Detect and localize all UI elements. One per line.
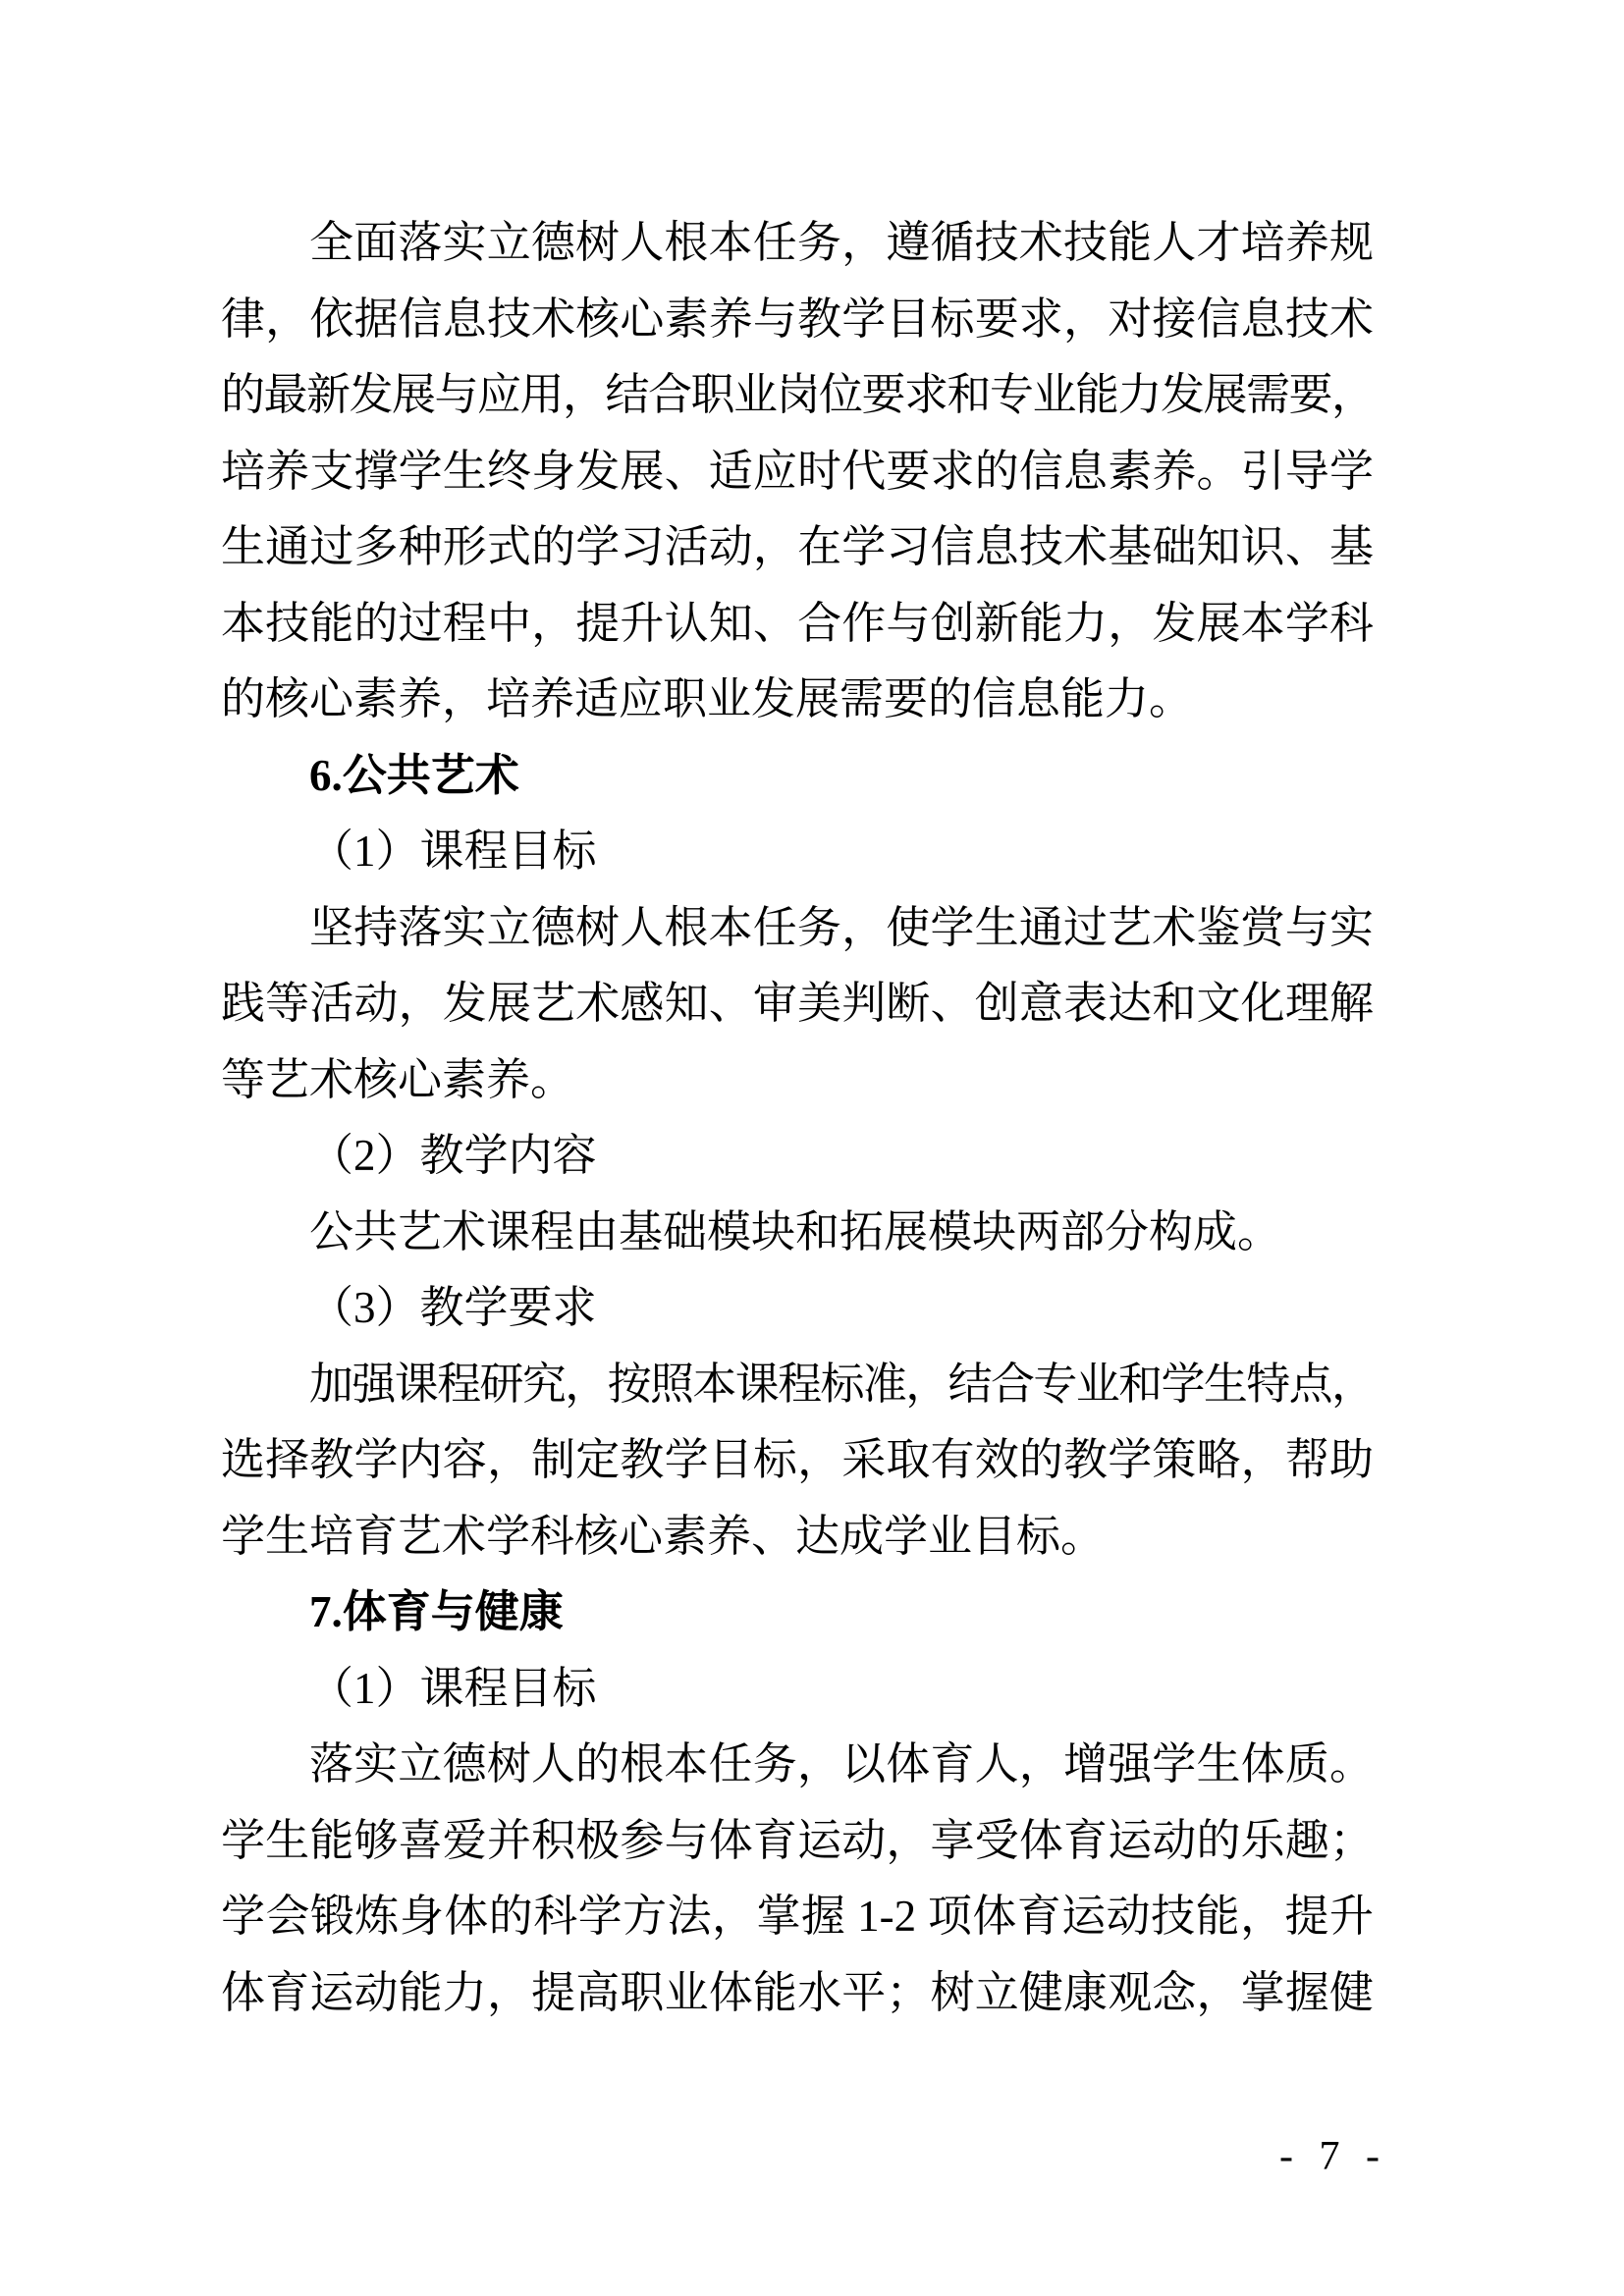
section-heading-public-art: 6.公共艺术 (309, 750, 519, 800)
subsection-heading-course-objectives-pe: （1）课程目标 (309, 1663, 597, 1713)
paragraph-line: 等艺术核心素养。 (221, 1054, 575, 1104)
paragraph-line: 的最新发展与应用，结合职业岗位要求和专业能力发展需要， (221, 370, 1374, 419)
paragraph-line: 全面落实立德树人根本任务，遵循技术技能人才培养规 (309, 218, 1374, 267)
section-heading-pe-health: 7.体育与健康 (309, 1587, 564, 1636)
paragraph-line: 学会锻炼身体的科学方法，掌握 1-2 项体育运动技能，提升 (221, 1892, 1374, 1941)
subsection-heading-teaching-requirements: （3）教学要求 (309, 1283, 597, 1332)
paragraph-line: 的核心素养，培养适应职业发展需要的信息能力。 (221, 674, 1194, 723)
paragraph-line: 本技能的过程中，提升认知、合作与创新能力，发展本学科 (221, 598, 1374, 648)
paragraph-line: 生通过多种形式的学习活动，在学习信息技术基础知识、基 (221, 522, 1374, 571)
page-number: - 7 - (1279, 2134, 1387, 2179)
paragraph-line: 选择教学内容，制定教学目标，采取有效的教学策略，帮助 (221, 1435, 1374, 1484)
paragraph-line: 践等活动，发展艺术感知、审美判断、创意表达和文化理解 (221, 979, 1374, 1028)
document-body (221, 205, 1374, 2031)
paragraph-line: 学生能够喜爱并积极参与体育运动，享受体育运动的乐趣； (221, 1815, 1374, 1865)
paragraph-line: 培养支撑学生终身发展、适应时代要求的信息素养。引导学 (221, 446, 1374, 496)
paragraph-line: 公共艺术课程由基础模块和拓展模块两部分构成。 (309, 1206, 1282, 1256)
paragraph-line: 落实立德树人的根本任务，以体育人，增强学生体质。 (309, 1739, 1374, 1789)
paragraph-line: 坚持落实立德树人根本任务，使学生通过艺术鉴赏与实 (309, 902, 1374, 952)
subsection-heading-teaching-content: （2）教学内容 (309, 1131, 597, 1180)
paragraph-line: 加强课程研究，按照本课程标准，结合专业和学生特点， (309, 1359, 1374, 1409)
paragraph-line: 律，依据信息技术核心素养与教学目标要求，对接信息技术 (221, 294, 1374, 344)
paragraph-line: 学生培育艺术学科核心素养、达成学业目标。 (221, 1511, 1106, 1561)
subsection-heading-course-objectives-art: （1）课程目标 (309, 827, 597, 876)
paragraph-line: 体育运动能力，提高职业体能水平；树立健康观念，掌握健 (221, 1967, 1374, 2017)
